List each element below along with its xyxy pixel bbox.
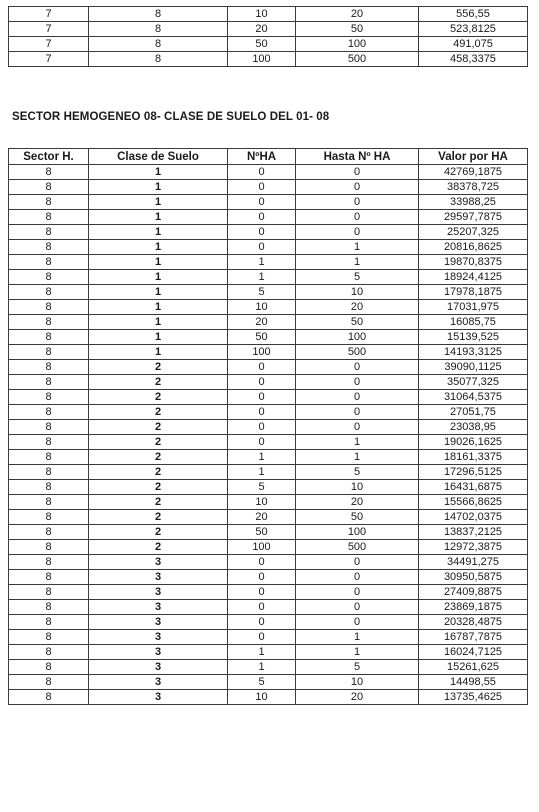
cell-sector: 8 bbox=[9, 315, 89, 330]
cell-num-ha: 100 bbox=[228, 540, 296, 555]
cell-num-ha: 1 bbox=[228, 465, 296, 480]
cell-soil-class: 2 bbox=[89, 420, 228, 435]
cell-num-ha: 0 bbox=[228, 555, 296, 570]
table-row bbox=[9, 240, 528, 255]
previous-page-table bbox=[8, 6, 528, 67]
cell-value-per-ha: 16431,6875 bbox=[419, 480, 528, 495]
table-row bbox=[9, 450, 528, 465]
cell-soil-class: 2 bbox=[89, 360, 228, 375]
cell-sector: 8 bbox=[9, 540, 89, 555]
cell-up-to-ha: 10 bbox=[296, 480, 419, 495]
cell-num-ha: 20 bbox=[228, 510, 296, 525]
cell-soil-class: 1 bbox=[89, 300, 228, 315]
cell-up-to-ha: 5 bbox=[296, 465, 419, 480]
cell-num-ha: 20 bbox=[228, 315, 296, 330]
cell-num-ha: 1 bbox=[228, 660, 296, 675]
table-row bbox=[9, 7, 528, 22]
cell-value-per-ha: 491,075 bbox=[419, 37, 528, 52]
cell-soil-class: 2 bbox=[89, 405, 228, 420]
cell-value-per-ha: 17296,5125 bbox=[419, 465, 528, 480]
table-row bbox=[9, 375, 528, 390]
cell-value-per-ha: 16085,75 bbox=[419, 315, 528, 330]
cell-num-ha: 0 bbox=[228, 180, 296, 195]
cell-sector: 8 bbox=[9, 420, 89, 435]
cell-value-per-ha: 18161,3375 bbox=[419, 450, 528, 465]
table-row bbox=[9, 660, 528, 675]
table-row bbox=[9, 345, 528, 360]
cell-soil-class: 1 bbox=[89, 330, 228, 345]
cell-sector: 7 bbox=[9, 22, 89, 37]
cell-num-ha: 10 bbox=[228, 300, 296, 315]
cell-value-per-ha: 19026,1625 bbox=[419, 435, 528, 450]
table-row bbox=[9, 285, 528, 300]
cell-up-to-ha: 500 bbox=[296, 540, 419, 555]
cell-value-per-ha: 42769,1875 bbox=[419, 165, 528, 180]
cell-up-to-ha: 10 bbox=[296, 285, 419, 300]
cell-value-per-ha: 14702,0375 bbox=[419, 510, 528, 525]
cell-value-per-ha: 13837,2125 bbox=[419, 525, 528, 540]
header-num-ha: NºHA bbox=[228, 149, 296, 165]
cell-value-per-ha: 19870,8375 bbox=[419, 255, 528, 270]
cell-up-to-ha: 0 bbox=[296, 195, 419, 210]
cell-num-ha: 1 bbox=[228, 270, 296, 285]
cell-sector: 8 bbox=[9, 240, 89, 255]
table-row bbox=[9, 585, 528, 600]
cell-up-to-ha: 20 bbox=[296, 300, 419, 315]
cell-up-to-ha: 0 bbox=[296, 615, 419, 630]
header-up-to-ha: Hasta Nº HA bbox=[296, 149, 419, 165]
table-header-row bbox=[9, 149, 528, 165]
cell-soil-class: 2 bbox=[89, 510, 228, 525]
cell-sector: 8 bbox=[9, 450, 89, 465]
table-row bbox=[9, 510, 528, 525]
cell-value-per-ha: 556,55 bbox=[419, 7, 528, 22]
cell-num-ha: 0 bbox=[228, 240, 296, 255]
table-row bbox=[9, 52, 528, 67]
cell-up-to-ha: 100 bbox=[296, 330, 419, 345]
cell-num-ha: 10 bbox=[228, 690, 296, 705]
cell-soil-class: 3 bbox=[89, 555, 228, 570]
cell-num-ha: 0 bbox=[228, 390, 296, 405]
cell-value-per-ha: 23869,1875 bbox=[419, 600, 528, 615]
cell-up-to-ha: 0 bbox=[296, 390, 419, 405]
table-row bbox=[9, 225, 528, 240]
cell-num-ha: 0 bbox=[228, 210, 296, 225]
cell-sector: 8 bbox=[9, 675, 89, 690]
cell-sector: 8 bbox=[9, 480, 89, 495]
cell-up-to-ha: 1 bbox=[296, 450, 419, 465]
cell-sector: 8 bbox=[9, 615, 89, 630]
header-soil-class: Clase de Suelo bbox=[89, 149, 228, 165]
table-row bbox=[9, 405, 528, 420]
table-row bbox=[9, 435, 528, 450]
cell-num-ha: 0 bbox=[228, 195, 296, 210]
cell-num-ha: 0 bbox=[228, 360, 296, 375]
cell-soil-class: 1 bbox=[89, 345, 228, 360]
cell-up-to-ha: 500 bbox=[296, 52, 419, 67]
cell-soil-class: 2 bbox=[89, 375, 228, 390]
table-row bbox=[9, 165, 528, 180]
cell-soil-class: 3 bbox=[89, 570, 228, 585]
cell-sector: 8 bbox=[9, 570, 89, 585]
cell-num-ha: 100 bbox=[228, 345, 296, 360]
cell-sector: 7 bbox=[9, 7, 89, 22]
cell-soil-class: 2 bbox=[89, 495, 228, 510]
cell-sector: 8 bbox=[9, 465, 89, 480]
table-row bbox=[9, 210, 528, 225]
cell-soil-class: 2 bbox=[89, 540, 228, 555]
cell-value-per-ha: 33988,25 bbox=[419, 195, 528, 210]
cell-up-to-ha: 0 bbox=[296, 210, 419, 225]
cell-up-to-ha: 10 bbox=[296, 675, 419, 690]
cell-value-per-ha: 27409,8875 bbox=[419, 585, 528, 600]
cell-up-to-ha: 50 bbox=[296, 22, 419, 37]
cell-num-ha: 100 bbox=[228, 52, 296, 67]
cell-soil-class: 8 bbox=[89, 52, 228, 67]
cell-value-per-ha: 15566,8625 bbox=[419, 495, 528, 510]
cell-value-per-ha: 523,8125 bbox=[419, 22, 528, 37]
cell-soil-class: 8 bbox=[89, 7, 228, 22]
cell-up-to-ha: 0 bbox=[296, 165, 419, 180]
cell-up-to-ha: 50 bbox=[296, 315, 419, 330]
cell-num-ha: 1 bbox=[228, 255, 296, 270]
cell-soil-class: 8 bbox=[89, 22, 228, 37]
cell-value-per-ha: 29597,7875 bbox=[419, 210, 528, 225]
cell-up-to-ha: 20 bbox=[296, 690, 419, 705]
cell-value-per-ha: 38378,725 bbox=[419, 180, 528, 195]
cell-soil-class: 3 bbox=[89, 645, 228, 660]
cell-sector: 8 bbox=[9, 525, 89, 540]
table-row bbox=[9, 675, 528, 690]
header-value-per-ha: Valor por HA bbox=[419, 149, 528, 165]
cell-num-ha: 0 bbox=[228, 600, 296, 615]
cell-num-ha: 0 bbox=[228, 405, 296, 420]
cell-sector: 8 bbox=[9, 405, 89, 420]
cell-up-to-ha: 0 bbox=[296, 225, 419, 240]
table-row bbox=[9, 630, 528, 645]
table-row bbox=[9, 180, 528, 195]
cell-sector: 8 bbox=[9, 360, 89, 375]
cell-sector: 8 bbox=[9, 180, 89, 195]
cell-soil-class: 1 bbox=[89, 285, 228, 300]
cell-num-ha: 50 bbox=[228, 330, 296, 345]
cell-num-ha: 0 bbox=[228, 585, 296, 600]
cell-num-ha: 0 bbox=[228, 165, 296, 180]
cell-up-to-ha: 1 bbox=[296, 630, 419, 645]
table-row bbox=[9, 390, 528, 405]
cell-up-to-ha: 0 bbox=[296, 570, 419, 585]
cell-sector: 8 bbox=[9, 660, 89, 675]
cell-soil-class: 2 bbox=[89, 450, 228, 465]
cell-sector: 8 bbox=[9, 495, 89, 510]
cell-sector: 8 bbox=[9, 345, 89, 360]
cell-value-per-ha: 39090,1125 bbox=[419, 360, 528, 375]
cell-sector: 8 bbox=[9, 435, 89, 450]
cell-sector: 8 bbox=[9, 285, 89, 300]
cell-soil-class: 2 bbox=[89, 390, 228, 405]
cell-sector: 8 bbox=[9, 585, 89, 600]
cell-up-to-ha: 20 bbox=[296, 7, 419, 22]
table-row bbox=[9, 600, 528, 615]
cell-up-to-ha: 5 bbox=[296, 660, 419, 675]
cell-soil-class: 1 bbox=[89, 165, 228, 180]
cell-num-ha: 0 bbox=[228, 435, 296, 450]
cell-soil-class: 3 bbox=[89, 630, 228, 645]
cell-sector: 8 bbox=[9, 630, 89, 645]
cell-value-per-ha: 13735,4625 bbox=[419, 690, 528, 705]
cell-num-ha: 50 bbox=[228, 525, 296, 540]
cell-value-per-ha: 17031,975 bbox=[419, 300, 528, 315]
cell-up-to-ha: 5 bbox=[296, 270, 419, 285]
cell-up-to-ha: 1 bbox=[296, 435, 419, 450]
table-row bbox=[9, 270, 528, 285]
cell-soil-class: 1 bbox=[89, 270, 228, 285]
table-row bbox=[9, 525, 528, 540]
cell-value-per-ha: 14498,55 bbox=[419, 675, 528, 690]
cell-up-to-ha: 20 bbox=[296, 495, 419, 510]
table-row bbox=[9, 255, 528, 270]
cell-num-ha: 0 bbox=[228, 375, 296, 390]
cell-up-to-ha: 1 bbox=[296, 240, 419, 255]
cell-soil-class: 3 bbox=[89, 675, 228, 690]
cell-up-to-ha: 0 bbox=[296, 360, 419, 375]
cell-value-per-ha: 25207,325 bbox=[419, 225, 528, 240]
cell-up-to-ha: 50 bbox=[296, 510, 419, 525]
cell-sector: 8 bbox=[9, 210, 89, 225]
cell-up-to-ha: 1 bbox=[296, 255, 419, 270]
cell-sector: 8 bbox=[9, 270, 89, 285]
cell-value-per-ha: 30950,5875 bbox=[419, 570, 528, 585]
section-title: SECTOR HEMOGENEO 08- CLASE DE SUELO DEL 01- 08 bbox=[12, 111, 330, 123]
cell-sector: 8 bbox=[9, 330, 89, 345]
land-value-table bbox=[8, 148, 528, 705]
table-row bbox=[9, 22, 528, 37]
cell-sector: 8 bbox=[9, 165, 89, 180]
cell-sector: 8 bbox=[9, 255, 89, 270]
table-row bbox=[9, 420, 528, 435]
cell-up-to-ha: 500 bbox=[296, 345, 419, 360]
table-row bbox=[9, 495, 528, 510]
cell-sector: 8 bbox=[9, 690, 89, 705]
cell-sector: 8 bbox=[9, 225, 89, 240]
cell-num-ha: 5 bbox=[228, 285, 296, 300]
cell-num-ha: 10 bbox=[228, 7, 296, 22]
cell-soil-class: 1 bbox=[89, 180, 228, 195]
cell-sector: 7 bbox=[9, 37, 89, 52]
cell-sector: 8 bbox=[9, 555, 89, 570]
cell-value-per-ha: 16024,7125 bbox=[419, 645, 528, 660]
table-row bbox=[9, 195, 528, 210]
table-row bbox=[9, 615, 528, 630]
cell-value-per-ha: 458,3375 bbox=[419, 52, 528, 67]
cell-sector: 8 bbox=[9, 645, 89, 660]
cell-sector: 8 bbox=[9, 375, 89, 390]
table-row bbox=[9, 540, 528, 555]
cell-num-ha: 5 bbox=[228, 480, 296, 495]
cell-sector: 8 bbox=[9, 390, 89, 405]
cell-value-per-ha: 35077,325 bbox=[419, 375, 528, 390]
cell-num-ha: 50 bbox=[228, 37, 296, 52]
cell-up-to-ha: 0 bbox=[296, 375, 419, 390]
cell-up-to-ha: 0 bbox=[296, 585, 419, 600]
cell-value-per-ha: 14193,3125 bbox=[419, 345, 528, 360]
cell-soil-class: 3 bbox=[89, 690, 228, 705]
cell-soil-class: 3 bbox=[89, 615, 228, 630]
cell-soil-class: 2 bbox=[89, 480, 228, 495]
cell-num-ha: 0 bbox=[228, 570, 296, 585]
land-value-table-body bbox=[9, 165, 528, 705]
cell-soil-class: 2 bbox=[89, 525, 228, 540]
table-row bbox=[9, 480, 528, 495]
cell-soil-class: 1 bbox=[89, 195, 228, 210]
table-row bbox=[9, 37, 528, 52]
cell-num-ha: 0 bbox=[228, 630, 296, 645]
cell-value-per-ha: 34491,275 bbox=[419, 555, 528, 570]
table-row bbox=[9, 360, 528, 375]
cell-value-per-ha: 18924,4125 bbox=[419, 270, 528, 285]
cell-soil-class: 2 bbox=[89, 465, 228, 480]
table-row bbox=[9, 330, 528, 345]
cell-soil-class: 1 bbox=[89, 315, 228, 330]
cell-num-ha: 0 bbox=[228, 420, 296, 435]
cell-sector: 7 bbox=[9, 52, 89, 67]
table-row bbox=[9, 315, 528, 330]
cell-up-to-ha: 1 bbox=[296, 645, 419, 660]
cell-soil-class: 3 bbox=[89, 585, 228, 600]
cell-up-to-ha: 0 bbox=[296, 180, 419, 195]
cell-value-per-ha: 27051,75 bbox=[419, 405, 528, 420]
cell-value-per-ha: 12972,3875 bbox=[419, 540, 528, 555]
cell-value-per-ha: 16787,7875 bbox=[419, 630, 528, 645]
cell-up-to-ha: 100 bbox=[296, 525, 419, 540]
cell-soil-class: 8 bbox=[89, 37, 228, 52]
previous-page-table-body bbox=[9, 7, 528, 67]
cell-num-ha: 1 bbox=[228, 645, 296, 660]
cell-up-to-ha: 100 bbox=[296, 37, 419, 52]
cell-up-to-ha: 0 bbox=[296, 420, 419, 435]
table-row bbox=[9, 300, 528, 315]
cell-soil-class: 2 bbox=[89, 435, 228, 450]
cell-num-ha: 20 bbox=[228, 22, 296, 37]
cell-soil-class: 1 bbox=[89, 255, 228, 270]
cell-value-per-ha: 31064,5375 bbox=[419, 390, 528, 405]
cell-value-per-ha: 20816,8625 bbox=[419, 240, 528, 255]
table-row bbox=[9, 645, 528, 660]
cell-soil-class: 1 bbox=[89, 240, 228, 255]
cell-value-per-ha: 15139,525 bbox=[419, 330, 528, 345]
cell-num-ha: 0 bbox=[228, 615, 296, 630]
cell-value-per-ha: 17978,1875 bbox=[419, 285, 528, 300]
cell-soil-class: 1 bbox=[89, 210, 228, 225]
table-row bbox=[9, 570, 528, 585]
table-row bbox=[9, 690, 528, 705]
cell-sector: 8 bbox=[9, 510, 89, 525]
cell-soil-class: 3 bbox=[89, 600, 228, 615]
cell-num-ha: 5 bbox=[228, 675, 296, 690]
cell-up-to-ha: 0 bbox=[296, 405, 419, 420]
cell-soil-class: 1 bbox=[89, 225, 228, 240]
cell-num-ha: 0 bbox=[228, 225, 296, 240]
table-row bbox=[9, 465, 528, 480]
cell-up-to-ha: 0 bbox=[296, 600, 419, 615]
cell-sector: 8 bbox=[9, 600, 89, 615]
cell-num-ha: 1 bbox=[228, 450, 296, 465]
cell-value-per-ha: 20328,4875 bbox=[419, 615, 528, 630]
cell-value-per-ha: 15261,625 bbox=[419, 660, 528, 675]
table-row bbox=[9, 555, 528, 570]
cell-sector: 8 bbox=[9, 195, 89, 210]
cell-soil-class: 3 bbox=[89, 660, 228, 675]
cell-up-to-ha: 0 bbox=[296, 555, 419, 570]
cell-sector: 8 bbox=[9, 300, 89, 315]
header-sector: Sector H. bbox=[9, 149, 89, 165]
cell-value-per-ha: 23038,95 bbox=[419, 420, 528, 435]
cell-num-ha: 10 bbox=[228, 495, 296, 510]
